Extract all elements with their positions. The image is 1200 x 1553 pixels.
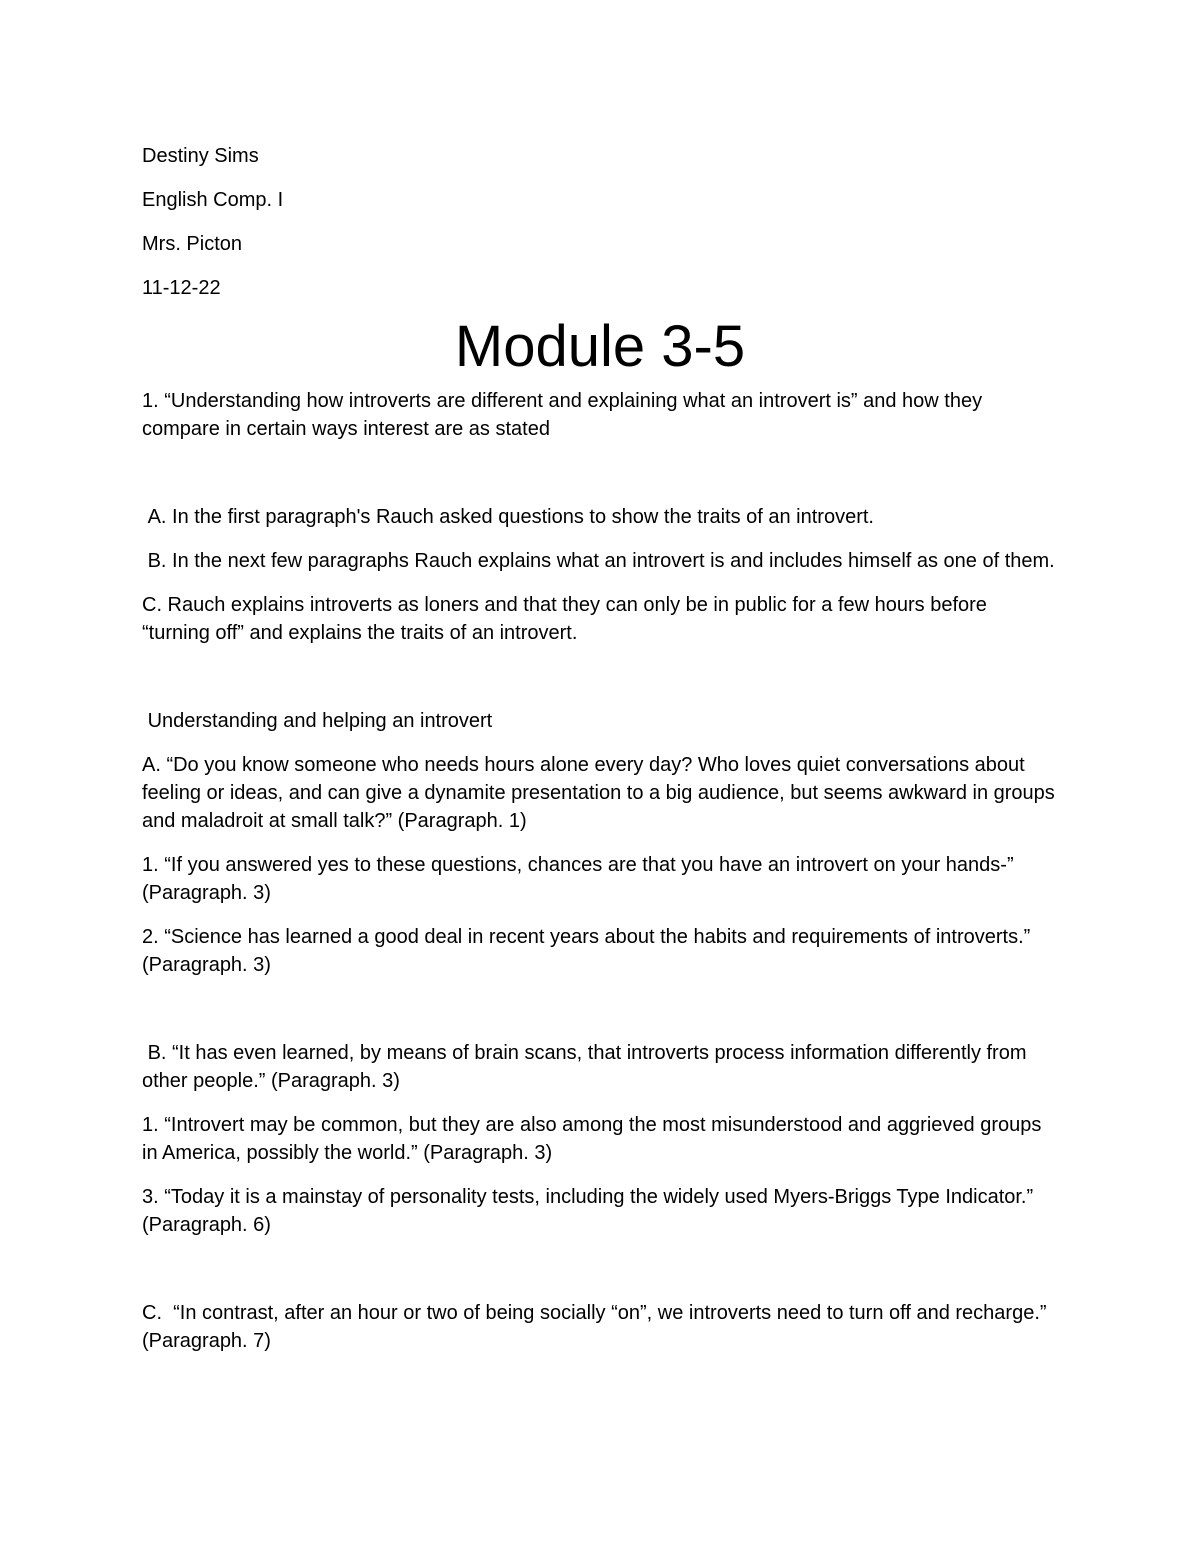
blank-line (142, 995, 1058, 1023)
blank-line (142, 1255, 1058, 1283)
student-name: Destiny Sims (142, 145, 259, 167)
page-title: Module 3-5 (454, 314, 746, 379)
body-paragraph: B. “It has even learned, by means of brain scans, that introverts process information differently from other people.” (Paragraph. 3) (142, 1042, 1033, 1092)
section-heading: Understanding and helping an introvert (142, 710, 493, 732)
body-paragraph: A. In the first paragraph's Rauch asked questions to show the traits of an introvert. (142, 506, 874, 528)
instructor-name: Mrs. Picton (142, 233, 243, 255)
body-paragraph: C. Rauch explains introverts as loners and that they can only be in public for a few hours before “turning off” and explains the traits of an introvert. (142, 594, 993, 644)
blank-line (142, 663, 1058, 691)
date: 11-12-22 (142, 277, 221, 299)
body-paragraph: 1. “If you answered yes to these questions, chances are that you have an introvert on your hands-” (Paragraph. 3) (142, 854, 1020, 904)
blank-line (142, 459, 1058, 487)
body-paragraph: 1. “Understanding how introverts are different and explaining what an introvert is” and how they compare in certain ways interest are as stated (142, 390, 988, 440)
body-paragraph: 1. “Introvert may be common, but they are also among the most misunderstood and aggrieved groups in America, possibly the world.” (Paragraph. 3) (142, 1114, 1047, 1164)
body-paragraph: 3. “Today it is a mainstay of personality tests, including the widely used Myers-Briggs Type Indicator.” (Paragraph. 6) (142, 1186, 1039, 1236)
body-paragraph: A. “Do you know someone who needs hours alone every day? Who loves quiet conversations about feeling or ideas, and can give a dynamite presentation to a big audience, but seems awkward in groups and maladroit at small talk?” (Paragraph. 1) (142, 754, 1061, 832)
course-name: English Comp. I (142, 189, 284, 211)
body-paragraph: 2. “Science has learned a good deal in recent years about the habits and requirements of introverts.” (Paragraph. 3) (142, 926, 1036, 976)
body-paragraph: B. In the next few paragraphs Rauch explains what an introvert is and includes himself as one of them. (142, 550, 1055, 572)
body-paragraph: C. “In contrast, after an hour or two of being socially “on”, we introverts need to turn off and recharge.” (Paragraph. 7) (142, 1302, 1053, 1352)
